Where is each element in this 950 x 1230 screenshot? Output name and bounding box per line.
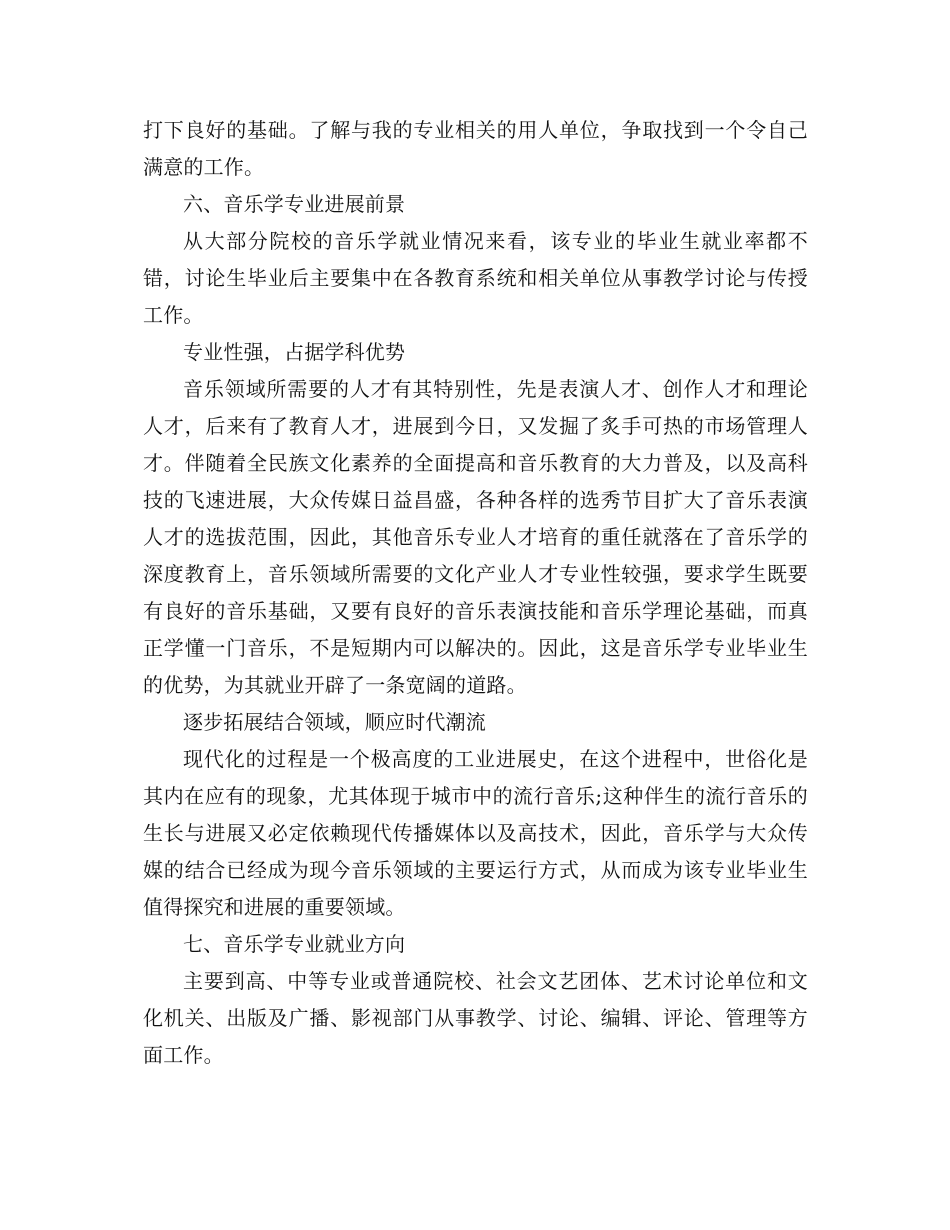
paragraph-employment-rate: 从大部分院校的音乐学就业情况来看，该专业的毕业生就业率都不错，讨论生毕业后主要集中在各教育系统和相关单位从事教学讨论与传授工作。 [143,229,808,327]
section-heading-career-directions: 七、音乐学专业就业方向 [183,932,406,956]
subheading-discipline-advantage: 专业性强，占据学科优势 [183,340,406,364]
paragraph-modernization: 现代化的过程是一个极高度的工业进展史，在这个进程中，世俗化是其内在应有的现象，尤其体现于城市中的流行音乐;这种伴生的流行音乐的生长与进展又必定依赖现代传播媒体以及高技术，因此，音乐学与大众传媒的结合已经成为现今音乐领域的主要运行方式，从而成为该专业毕业生值得探究和进展的重要领域。 [143,747,808,919]
section-heading-prospects: 六、音乐学专业进展前景 [183,192,406,216]
document-body [143,112,808,1074]
paragraph-talent-needs: 音乐领域所需要的人才有其特别性，先是表演人才、创作人才和理论人才，后来有了教育人才，进展到今日，又发掘了炙手可热的市场管理人才。伴随着全民族文化素养的全面提高和音乐教育的大力普及，以及高科技的飞速进展，大众传媒日益昌盛，各种各样的选秀节目扩大了音乐表演人才的选拔范围，因此，其他音乐专业人才培育的重任就落在了音乐学的深度教育上，音乐领域所需要的文化产业人才专业性较强，要求学生既要有良好的音乐基础，又要有良好的音乐表演技能和音乐学理论基础，而真正学懂一门音乐，不是短期内可以解决的。因此，这是音乐学专业毕业生的优势，为其就业开辟了一条宽阔的道路。 [143,377,808,697]
paragraph-continuation: 打下良好的基础。了解与我的专业相关的用人单位，争取找到一个令自己满意的工作。 [143,118,808,179]
paragraph-career-directions: 主要到高、中等专业或普通院校、社会文艺团体、艺术讨论单位和文化机关、出版及广播、影视部门从事教学、讨论、编辑、评论、管理等方面工作。 [143,969,808,1067]
subheading-expanding-fields: 逐步拓展结合领域，顺应时代潮流 [183,710,486,734]
